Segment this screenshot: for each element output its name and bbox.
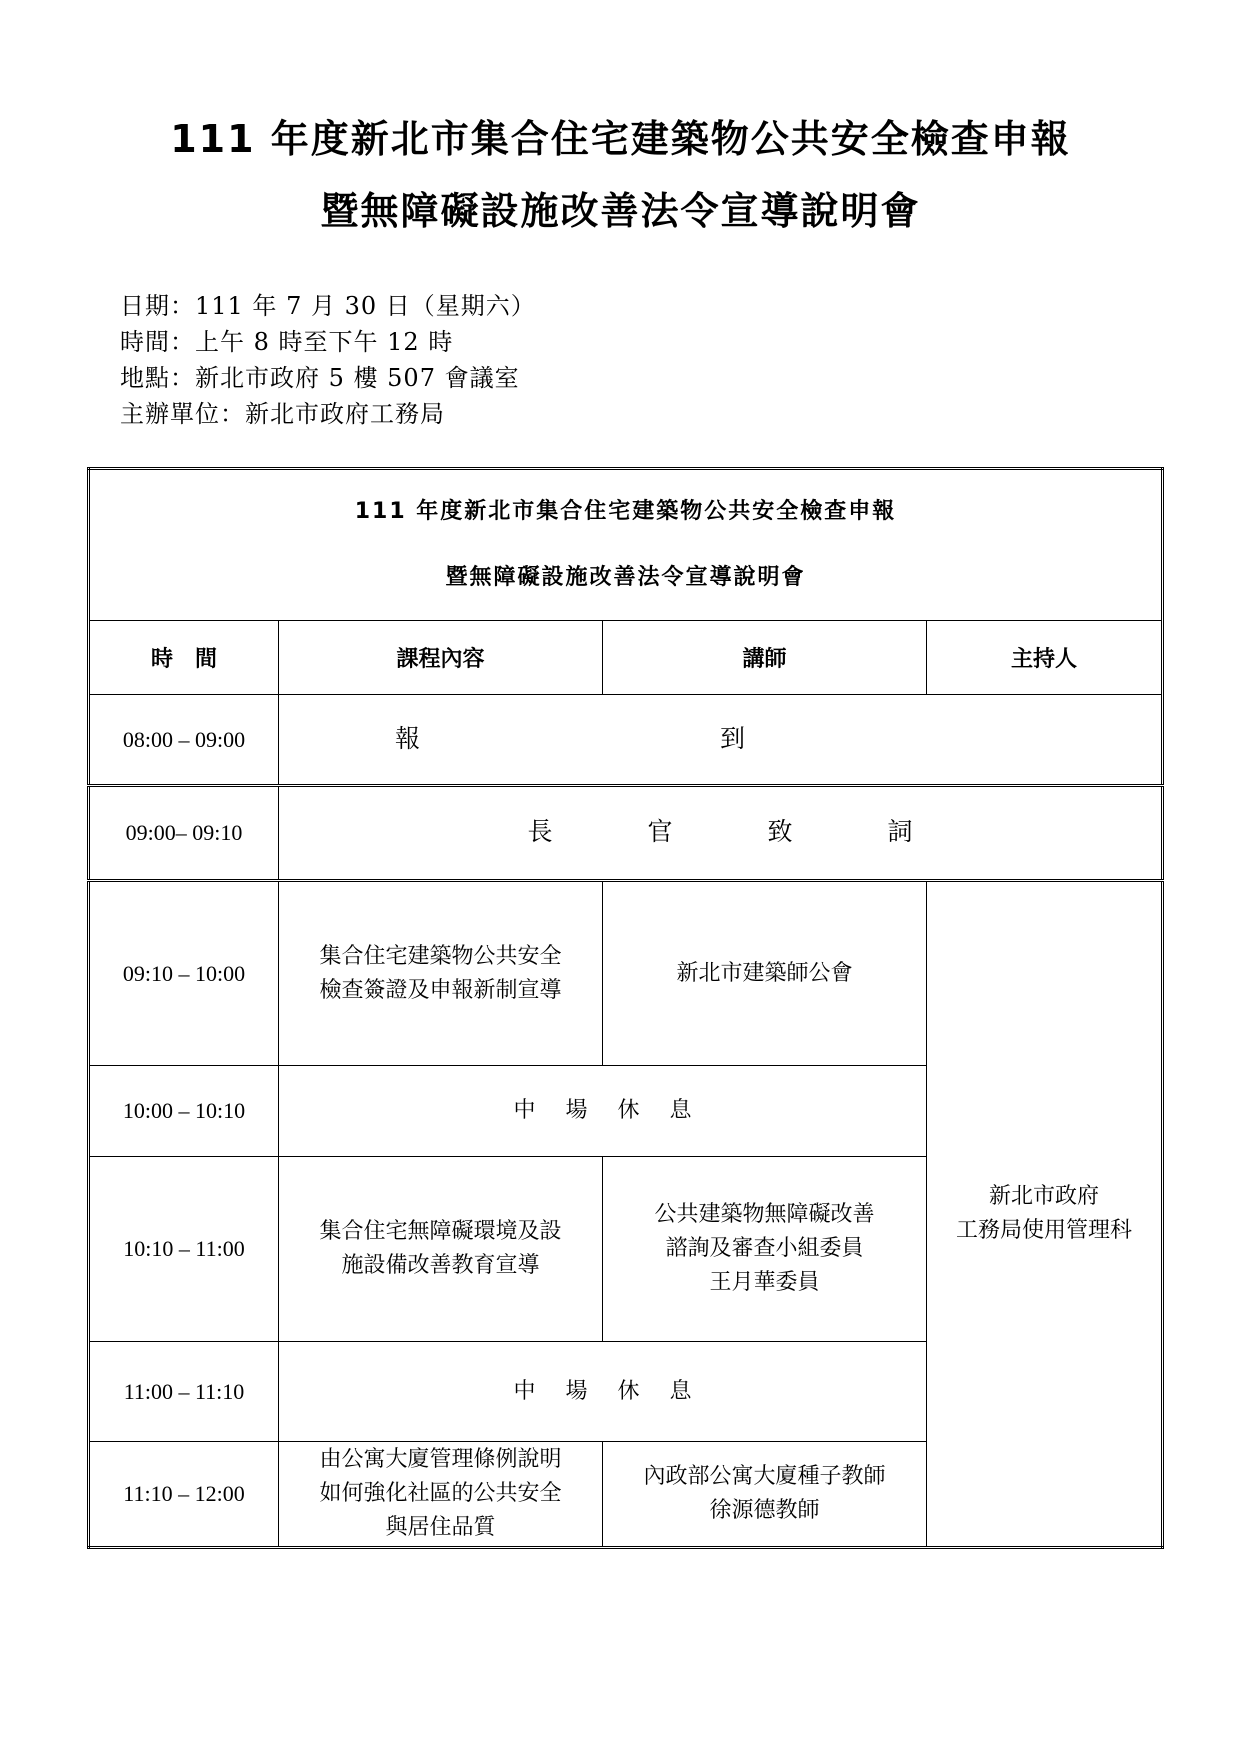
content-line: 與居住品質	[385, 1515, 496, 1540]
row-label-break	[279, 1066, 927, 1157]
row-speaker	[603, 881, 927, 1066]
content-line: 如何強化社區的公共安全	[319, 1481, 562, 1506]
content-line: 由公寓大廈管理條例說明	[319, 1447, 562, 1472]
content-line: 檢查簽證及申報新制宣導	[319, 977, 562, 1003]
table-row	[89, 881, 1163, 1066]
row-time: 10:00 – 10:10	[89, 1066, 279, 1157]
row-label-opening	[279, 786, 1163, 881]
header-speaker: 講師	[603, 621, 927, 695]
row-time: 11:10 – 12:00	[89, 1442, 279, 1548]
header-content: 課程內容	[279, 621, 603, 695]
content-line: 集合住宅建築物公共安全	[319, 943, 562, 969]
row-speaker	[603, 1157, 927, 1342]
row-time: 11:00 – 11:10	[89, 1342, 279, 1442]
content-line: 施設備改善教育宣導	[341, 1253, 540, 1278]
table-title-row	[89, 469, 1163, 621]
column-header-row	[89, 621, 1163, 695]
table-title	[89, 469, 1163, 621]
speaker-line: 諮詢及審查小組委員	[665, 1236, 864, 1261]
speaker-line: 內政部公寓大廈種子教師	[643, 1464, 886, 1489]
checkin-label: 報到	[395, 723, 1046, 753]
opening-label: 長官致詞	[527, 817, 1008, 846]
schedule-table	[87, 467, 1164, 1549]
row-label-checkin	[279, 695, 1163, 786]
header-time: 時 間	[89, 621, 279, 695]
row-speaker	[603, 1442, 927, 1548]
page-title-line1: 111 年度新北市集合住宅建築物公共安全檢查申報	[170, 117, 1071, 161]
content-line: 集合住宅無障礙環境及設	[319, 1219, 562, 1244]
speaker-line: 新北市建築師公會	[676, 960, 853, 986]
host-line2: 工務局使用管理科	[956, 1218, 1133, 1243]
row-time: 10:10 – 11:00	[89, 1157, 279, 1342]
row-time: 09:10 – 10:00	[89, 881, 279, 1066]
host-line1: 新北市政府	[989, 1184, 1100, 1209]
header-host: 主持人	[927, 621, 1163, 695]
table-title-line2: 暨無障礙設施改善法令宣導說明會	[445, 565, 806, 590]
row-content	[279, 1157, 603, 1342]
speaker-line: 王月華委員	[709, 1270, 820, 1295]
info-time: 時間：上午 8 時至下午 12 時	[120, 328, 454, 356]
row-time: 09:00– 09:10	[89, 786, 279, 881]
row-time: 08:00 – 09:00	[89, 695, 279, 786]
row-content	[279, 1442, 603, 1548]
break-label: 中場休息	[513, 1378, 722, 1404]
table-row	[89, 695, 1163, 786]
break-label: 中場休息	[513, 1098, 722, 1123]
host-cell	[927, 881, 1163, 1548]
info-organizer: 主辦單位：新北市政府工務局	[120, 400, 445, 428]
page-title-line2: 暨無障礙設施改善法令宣導說明會	[320, 189, 921, 233]
row-content	[279, 881, 603, 1066]
speaker-line: 公共建築物無障礙改善	[654, 1202, 875, 1227]
table-row	[89, 786, 1163, 881]
table-title-line1: 111 年度新北市集合住宅建築物公共安全檢查申報	[354, 499, 897, 524]
info-place: 地點：新北市政府 5 樓 507 會議室	[120, 364, 520, 392]
info-date: 日期：111 年 7 月 30 日（星期六）	[120, 292, 536, 320]
speaker-line: 徐源德教師	[709, 1498, 820, 1523]
row-label-break	[279, 1342, 927, 1442]
